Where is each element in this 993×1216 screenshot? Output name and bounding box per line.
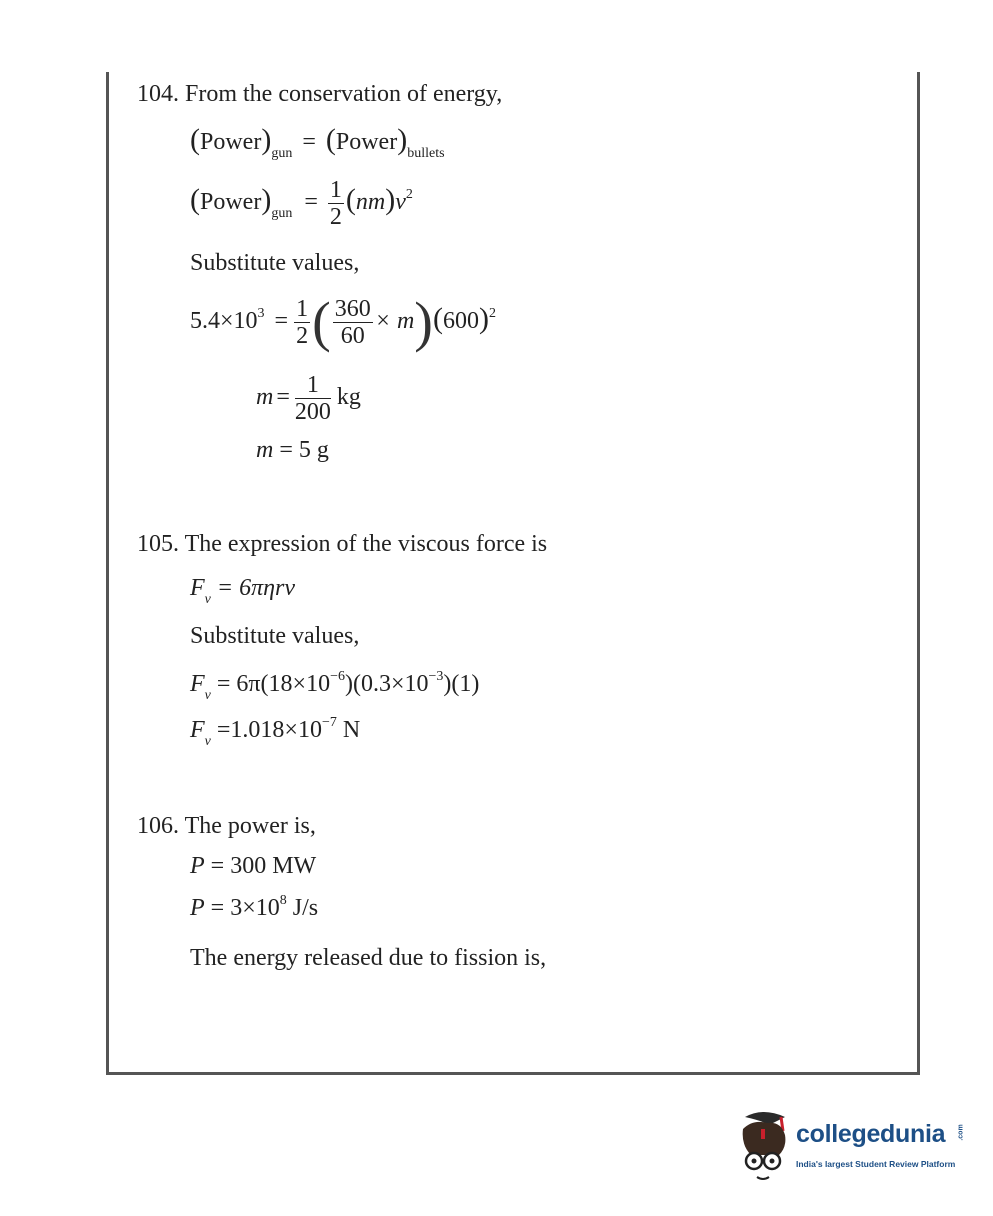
q105-heading: 105. The expression of the viscous force is: [137, 531, 548, 557]
brand-tagline: India's largest Student Review Platform: [796, 1159, 956, 1169]
mascot-icon: [735, 1107, 795, 1187]
brand-name: collegedunia: [796, 1120, 946, 1148]
q104-substitute: Substitute values,: [190, 250, 360, 276]
q105-substitution-equation: $F_v = 6\pi(18\times 10^{-6})(0.3\times 10^{-3})(1)$: [190, 669, 480, 703]
q105-result: $F_v =1.018\times 10^{-7}$ N: [190, 715, 361, 749]
q105-formula: $F_v = 6\pi\eta rv$: [190, 575, 296, 607]
collegedunia-logo: [735, 1107, 965, 1187]
q106-power-mw: P = 300 MW: [190, 853, 317, 879]
q104-heading: 104. From the conservation of energy,: [137, 81, 503, 107]
q104-mass-result: m = 5 g: [256, 437, 329, 463]
q106-heading: 106. The power is,: [137, 813, 316, 839]
q106-energy-text: The energy released due to fission is,: [190, 945, 547, 971]
q105-substitute: Substitute values,: [190, 623, 360, 649]
q104-power-kinetic: $(Power)_{gun}$ = $\frac{1}{2}$ $(nm)v^2$: [190, 176, 413, 230]
q104-mass-fraction: m = $\frac{1}{200}$ kg: [256, 371, 361, 425]
q104-power-equality: $(Power)_{gun}$ = $(Power)_{bullets}$: [190, 123, 445, 161]
brand-domain: .com: [957, 1124, 965, 1141]
q106-power-js: $P = 3\times 10^8$ J/s: [190, 893, 319, 921]
q104-substitution-equation: $5.4\times 10^3$ = $\frac{1}{2}$ ( $\frac{360}{60}$ × $m)(600)^2$: [190, 291, 496, 354]
